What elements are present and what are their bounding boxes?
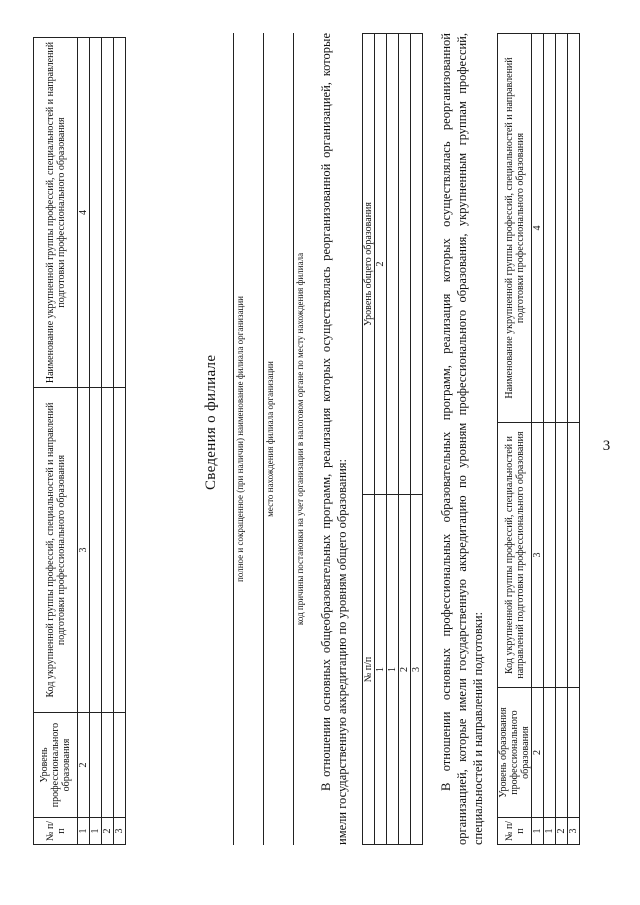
table-row <box>399 34 411 845</box>
table-row <box>387 34 399 845</box>
table-general <box>362 33 423 845</box>
row-number: 3 <box>411 495 423 845</box>
row-number: 2 <box>102 818 114 845</box>
th-code: Код укрупненной группы профессий, специальностей и направлений подготовки профессионального образования <box>34 388 78 713</box>
caption-kpp: код причины постановки на учет организации в налоговом органе по месту нахождения филиала <box>295 252 305 626</box>
caption-name: полное и сокращенное (при наличии) наименование филиала организации <box>235 296 245 582</box>
table-row <box>90 38 102 845</box>
col-number: 3 <box>532 423 544 688</box>
row-number: 1 <box>544 818 556 845</box>
col-number: 4 <box>78 38 90 388</box>
table-row <box>568 34 580 845</box>
col-number: 1 <box>78 818 90 845</box>
row-number: 3 <box>568 818 580 845</box>
table-row <box>411 34 423 845</box>
th-general-level: Уровень общего образования <box>363 34 375 495</box>
row-number: 2 <box>399 495 411 845</box>
fill-line-location <box>263 33 264 845</box>
col-number: 1 <box>375 495 387 845</box>
row-number: 2 <box>556 818 568 845</box>
table-professional-top <box>33 37 126 845</box>
row-number: 3 <box>114 818 126 845</box>
col-number: 3 <box>78 388 90 713</box>
paragraph-general: В отношении основных общеобразовательных программ, реализация которых осуществлялась реорганизованной организацией, которые имели государственную аккредитацию по уровням общего образования: <box>319 33 349 845</box>
fill-line-name <box>233 33 234 845</box>
page-number: 3 <box>602 437 611 454</box>
paragraph-professional: В отношении основных профессиональных образовательных программ, реализация которых осуществлялась реорганизованной организацией, которые имели государственную аккредитацию по уровням профессионального образования, укрупненным группам профессий, специальностей и направлений подготовки: <box>439 33 485 845</box>
caption-location: место нахождения филиала организации <box>265 361 275 517</box>
col-number: 2 <box>78 713 90 818</box>
col-number: 4 <box>532 34 544 423</box>
branch-title: Сведения о филиале <box>203 354 219 490</box>
col-number: 1 <box>532 818 544 845</box>
th-code: Код укрупненной группы профессий, специальностей и направлений подготовки профессионального образования <box>498 423 532 688</box>
table-row <box>544 34 556 845</box>
th-num: № п/п <box>34 818 78 845</box>
table-row <box>114 38 126 845</box>
table-row <box>556 34 568 845</box>
row-number: 1 <box>90 818 102 845</box>
th-name: Наименование укрупненной группы профессий, специальностей и направлений подготовки профессионального образования <box>34 38 78 388</box>
th-level: Уровень образования профессионального образования <box>498 688 532 818</box>
th-num: № п/п <box>363 495 375 845</box>
th-num: № п/п <box>498 818 532 845</box>
table-professional-bottom <box>497 33 580 845</box>
col-number: 2 <box>532 688 544 818</box>
fill-line-kpp <box>293 33 294 845</box>
row-number: 1 <box>387 495 399 845</box>
th-name: Наименование укрупненной группы профессий, специальностей и направлений подготовки профессионального образования <box>498 34 532 423</box>
th-level: Уровень профессионального образования <box>34 713 78 818</box>
table-row <box>102 38 114 845</box>
col-number: 2 <box>375 34 387 495</box>
